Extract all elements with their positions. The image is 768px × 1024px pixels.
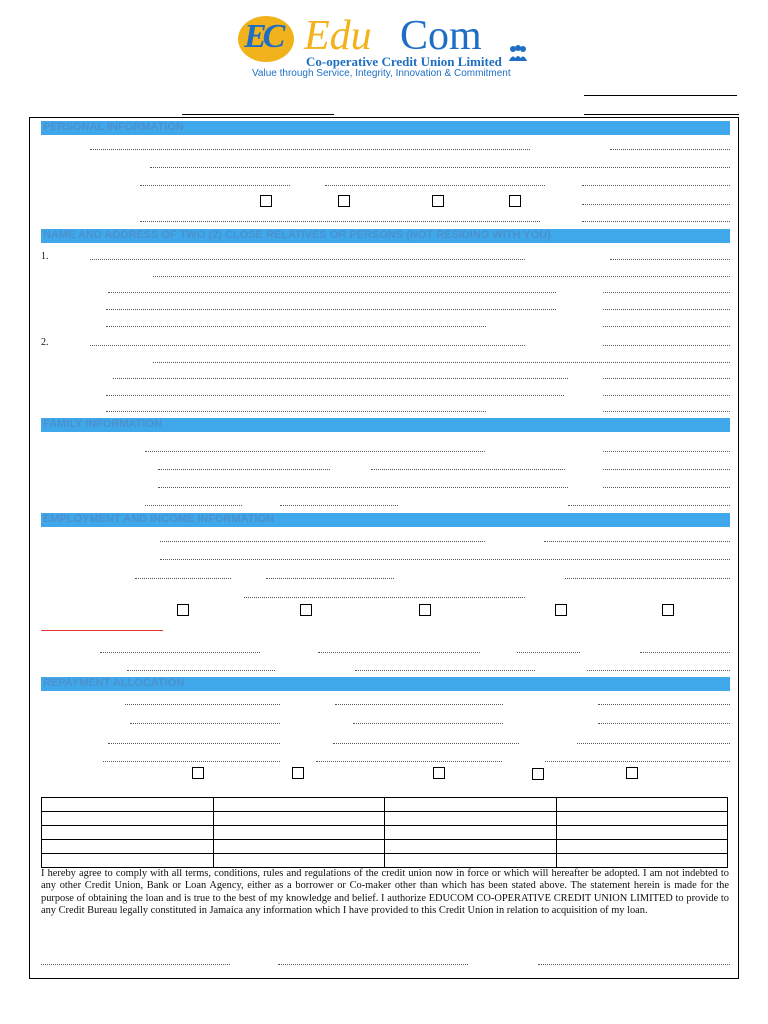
checkbox[interactable]	[432, 195, 444, 207]
relative-number-1: 1.	[41, 251, 49, 262]
field-line[interactable]	[603, 345, 730, 346]
field-line[interactable]	[125, 704, 280, 705]
field-line[interactable]	[603, 451, 730, 452]
table-cell[interactable]	[556, 854, 728, 868]
field-line[interactable]	[106, 411, 486, 412]
section-repayment-allocation	[41, 677, 730, 691]
field-line[interactable]	[158, 469, 330, 470]
field-line[interactable]	[610, 259, 730, 260]
field-line[interactable]	[160, 541, 485, 542]
table-cell[interactable]	[385, 854, 557, 868]
section-title: PERSONAL INFORMATION	[43, 121, 184, 133]
checkbox[interactable]	[662, 604, 674, 616]
field-line[interactable]	[355, 670, 535, 671]
section-title: NAME AND ADDRESS OF TWO (2) CLOSE RELATIVES OR PERSONS (NOT RESIDING WITH YOU)	[43, 229, 551, 241]
field-line[interactable]	[140, 221, 540, 222]
table-row	[42, 798, 728, 812]
section-title: EMPLOYMENT AND INCOME INFORMATION	[43, 513, 274, 525]
field-line[interactable]	[90, 345, 525, 346]
section-title: REPAYMENT ALLOCATION	[43, 677, 185, 689]
table-cell[interactable]	[556, 812, 728, 826]
table-cell[interactable]	[556, 840, 728, 854]
field-line[interactable]	[333, 743, 519, 744]
field-line[interactable]	[565, 578, 730, 579]
table-row	[42, 854, 728, 868]
table-cell[interactable]	[213, 840, 385, 854]
field-line[interactable]	[603, 292, 730, 293]
checkbox[interactable]	[555, 604, 567, 616]
field-line[interactable]	[640, 652, 730, 653]
checkbox[interactable]	[292, 767, 304, 779]
tagline: Value through Service, Integrity, Innovation & Commitment	[252, 68, 511, 79]
field-line[interactable]	[603, 326, 730, 327]
field-line[interactable]	[517, 652, 580, 653]
field-line[interactable]	[598, 723, 730, 724]
table-cell[interactable]	[556, 798, 728, 812]
field-line[interactable]	[113, 378, 568, 379]
field-line[interactable]	[318, 652, 480, 653]
field-line[interactable]	[106, 326, 486, 327]
table-cell[interactable]	[556, 826, 728, 840]
section-title: FAMILY INFORMATION	[43, 418, 162, 430]
checkbox[interactable]	[626, 767, 638, 779]
red-underline	[41, 630, 163, 631]
table-cell[interactable]	[213, 826, 385, 840]
field-line[interactable]	[150, 167, 730, 168]
logo-subtitle: Co-operative Credit Union Limited	[306, 54, 502, 69]
field-line[interactable]	[153, 276, 730, 277]
relative-number-2: 2.	[41, 337, 49, 348]
field-line[interactable]	[582, 185, 730, 186]
table-cell[interactable]	[213, 812, 385, 826]
table-cell[interactable]	[42, 826, 214, 840]
field-line[interactable]	[316, 761, 502, 762]
field-line[interactable]	[106, 395, 564, 396]
table-cell[interactable]	[213, 798, 385, 812]
loan-grid-table	[41, 797, 728, 868]
section-employment-income	[41, 513, 730, 527]
checkbox[interactable]	[192, 767, 204, 779]
field-line[interactable]	[135, 578, 231, 579]
declaration-text: I hereby agree to comply with all terms, conditions, rules and regulations of the credit union now in force or which will hereafter be adopted. I am not indebted to any other Credit Union, Bank or Loan Agency, either as a borrower or Co-maker other than which has been stated above. The statement herein is made for the purpose of obtaining the loan and is true to the best of my knowledge and belief. I authorize EDUCOM CO-OPERATIVE CREDIT UNION LIMITED to provide to any Credit Bureau legally constituted in Jamaica any information which I have provided to this Credit Union in relation to acquisition of my loan.	[41, 868, 729, 916]
field-line[interactable]	[582, 221, 730, 222]
checkbox[interactable]	[433, 767, 445, 779]
field-line[interactable]	[127, 670, 275, 671]
field-line[interactable]	[145, 451, 485, 452]
field-line[interactable]	[335, 704, 503, 705]
field-line[interactable]	[603, 469, 730, 470]
field-line[interactable]	[603, 411, 730, 412]
table-cell[interactable]	[385, 812, 557, 826]
header-line-date[interactable]	[182, 114, 334, 115]
field-line[interactable]	[577, 743, 730, 744]
field-line[interactable]	[108, 743, 280, 744]
field-line[interactable]	[160, 559, 730, 560]
table-cell[interactable]	[42, 854, 214, 868]
field-line[interactable]	[603, 309, 730, 310]
field-line[interactable]	[353, 723, 503, 724]
field-line[interactable]	[158, 487, 568, 488]
field-line[interactable]	[587, 670, 730, 671]
field-line[interactable]	[568, 505, 730, 506]
field-line[interactable]	[90, 259, 525, 260]
section-personal-information	[41, 121, 730, 135]
table-row	[42, 812, 728, 826]
field-line[interactable]	[544, 541, 730, 542]
field-line[interactable]	[103, 761, 280, 762]
field-line[interactable]	[130, 723, 280, 724]
table-cell[interactable]	[385, 826, 557, 840]
field-line[interactable]	[140, 185, 290, 186]
checkbox[interactable]	[177, 604, 189, 616]
signature-line[interactable]	[41, 964, 230, 965]
checkbox[interactable]	[300, 604, 312, 616]
header-line-1[interactable]	[584, 95, 737, 96]
checkbox[interactable]	[338, 195, 350, 207]
table-cell[interactable]	[385, 798, 557, 812]
field-line[interactable]	[598, 704, 730, 705]
logo-name-edu: Edu	[304, 13, 372, 59]
field-line[interactable]	[325, 185, 545, 186]
checkbox[interactable]	[260, 195, 272, 207]
table-cell[interactable]	[42, 812, 214, 826]
field-line[interactable]	[610, 149, 730, 150]
field-line[interactable]	[603, 378, 730, 379]
table-row	[42, 826, 728, 840]
table-cell[interactable]	[42, 840, 214, 854]
checkbox[interactable]	[419, 604, 431, 616]
section-relatives	[41, 229, 730, 243]
checkbox[interactable]	[532, 768, 544, 780]
signature-line[interactable]	[278, 964, 468, 965]
table-cell[interactable]	[213, 854, 385, 868]
field-line[interactable]	[603, 487, 730, 488]
logo-name-com: Com	[400, 13, 482, 59]
field-line[interactable]	[266, 578, 394, 579]
field-line[interactable]	[100, 652, 260, 653]
table-row	[42, 840, 728, 854]
field-line[interactable]	[90, 149, 530, 150]
field-line[interactable]	[244, 597, 525, 598]
field-line[interactable]	[106, 309, 556, 310]
table-cell[interactable]	[42, 798, 214, 812]
field-line[interactable]	[280, 505, 398, 506]
field-line[interactable]	[108, 292, 556, 293]
field-line[interactable]	[371, 469, 565, 470]
checkbox[interactable]	[509, 195, 521, 207]
logo-mark: EC	[244, 18, 282, 55]
table-cell[interactable]	[385, 840, 557, 854]
field-line[interactable]	[582, 204, 730, 205]
signature-line[interactable]	[538, 964, 730, 965]
header-line-2[interactable]	[584, 114, 739, 115]
field-line[interactable]	[545, 761, 730, 762]
field-line[interactable]	[603, 395, 730, 396]
section-family-information	[41, 418, 730, 432]
field-line[interactable]	[153, 362, 730, 363]
field-line[interactable]	[145, 505, 242, 506]
people-icon	[508, 44, 528, 62]
